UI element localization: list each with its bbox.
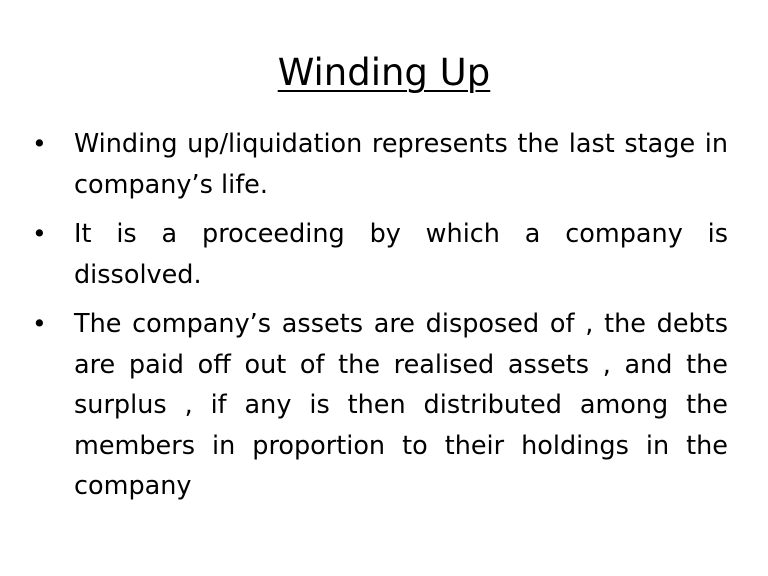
slide-title: Winding Up (277, 51, 491, 94)
bullet-item (32, 124, 728, 205)
bullet-text: Winding up/liquidation represents the last stage in company’s life. (74, 129, 728, 200)
bullet-list (32, 124, 728, 516)
bullet-dot-icon: • (32, 309, 47, 338)
bullet-text: It is a proceeding by which a company is dissolved. (74, 219, 728, 290)
bullet-dot-icon: • (32, 129, 47, 158)
bullet-item (32, 304, 728, 507)
bullet-item (32, 214, 728, 295)
bullet-text: The company’s assets are disposed of , the debts are paid off out of the realised assets , and the surplus , if any is then distributed among the members in proportion to their holdings in the company (74, 309, 728, 501)
bullet-dot-icon: • (32, 219, 47, 248)
